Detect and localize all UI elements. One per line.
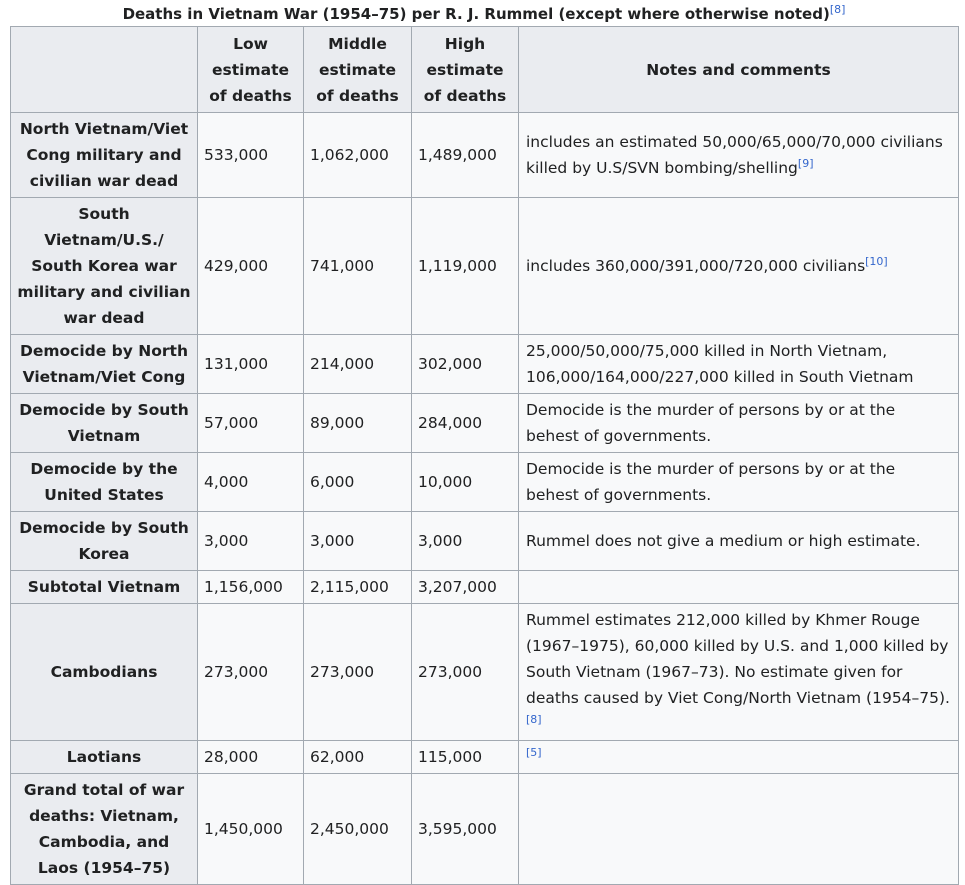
high-estimate-cell: 1,489,000 — [412, 113, 519, 198]
middle-estimate-cell: 62,000 — [304, 741, 412, 774]
high-estimate-cell: 115,000 — [412, 741, 519, 774]
row-label: Democide by the United States — [11, 453, 198, 512]
reference-link[interactable]: [8] — [526, 712, 542, 726]
high-estimate-cell: 3,000 — [412, 512, 519, 571]
notes-cell — [519, 394, 959, 453]
table-row — [11, 198, 959, 335]
notes-cell — [519, 198, 959, 335]
notes-cell — [519, 113, 959, 198]
header-middle-estimate: Middle estimate of deaths — [304, 27, 412, 113]
header-high-estimate: High estimate of deaths — [412, 27, 519, 113]
note-text: includes an estimated 50,000/65,000/70,000 civilians killed by U.S/SVN bombing/shelling — [526, 133, 943, 177]
row-label: Democide by South Korea — [11, 512, 198, 571]
table-row — [11, 113, 959, 198]
low-estimate-cell: 28,000 — [198, 741, 304, 774]
row-label: Laotians — [11, 741, 198, 774]
notes-cell — [519, 604, 959, 741]
row-label: Democide by North Vietnam/Viet Cong — [11, 335, 198, 394]
header-blank — [11, 27, 198, 113]
notes-cell — [519, 571, 959, 604]
table-row — [11, 512, 959, 571]
middle-estimate-cell: 6,000 — [304, 453, 412, 512]
note-text: Democide is the murder of persons by or at the behest of governments. — [526, 401, 896, 445]
caption-reference-link[interactable]: [8] — [829, 3, 846, 16]
middle-estimate-cell: 273,000 — [304, 604, 412, 741]
table-row — [11, 335, 959, 394]
low-estimate-cell: 1,450,000 — [198, 774, 304, 885]
table-row — [11, 604, 959, 741]
low-estimate-cell: 3,000 — [198, 512, 304, 571]
table-row — [11, 774, 959, 885]
notes-cell — [519, 335, 959, 394]
notes-cell — [519, 512, 959, 571]
row-label: Subtotal Vietnam — [11, 571, 198, 604]
row-label: North Vietnam/Viet Cong military and civilian war dead — [11, 113, 198, 198]
low-estimate-cell: 429,000 — [198, 198, 304, 335]
low-estimate-cell: 57,000 — [198, 394, 304, 453]
caption-text: Deaths in Vietnam War (1954–75) per R. J. Rummel (except where otherwise noted) — [122, 5, 830, 23]
middle-estimate-cell: 3,000 — [304, 512, 412, 571]
note-text: Democide is the murder of persons by or at the behest of governments. — [526, 460, 896, 504]
reference-link[interactable]: [10] — [865, 254, 888, 268]
note-text: 25,000/50,000/75,000 killed in North Vietnam, 106,000/164,000/227,000 killed in South Vietnam — [526, 342, 914, 386]
table-row — [11, 453, 959, 512]
notes-cell — [519, 774, 959, 885]
deaths-table — [10, 26, 959, 885]
header-low-estimate: Low estimate of deaths — [198, 27, 304, 113]
high-estimate-cell: 1,119,000 — [412, 198, 519, 335]
row-label: South Vietnam/U.S./ South Korea war military and civilian war dead — [11, 198, 198, 335]
reference-link[interactable]: [9] — [797, 156, 814, 170]
reference-link[interactable]: [5] — [526, 745, 542, 759]
low-estimate-cell: 273,000 — [198, 604, 304, 741]
header-row — [11, 27, 959, 113]
table-row — [11, 394, 959, 453]
table-caption — [10, 4, 958, 26]
note-text: Rummel does not give a medium or high estimate. — [526, 532, 921, 550]
header-notes: Notes and comments — [519, 27, 959, 113]
high-estimate-cell: 273,000 — [412, 604, 519, 741]
notes-cell — [519, 741, 959, 774]
high-estimate-cell: 3,207,000 — [412, 571, 519, 604]
notes-cell — [519, 453, 959, 512]
middle-estimate-cell: 2,450,000 — [304, 774, 412, 885]
table-row — [11, 741, 959, 774]
middle-estimate-cell: 741,000 — [304, 198, 412, 335]
high-estimate-cell: 3,595,000 — [412, 774, 519, 885]
high-estimate-cell: 284,000 — [412, 394, 519, 453]
high-estimate-cell: 302,000 — [412, 335, 519, 394]
high-estimate-cell: 10,000 — [412, 453, 519, 512]
row-label: Democide by South Vietnam — [11, 394, 198, 453]
row-label: Grand total of war deaths: Vietnam, Cambodia, and Laos (1954–75) — [11, 774, 198, 885]
middle-estimate-cell: 89,000 — [304, 394, 412, 453]
middle-estimate-cell: 214,000 — [304, 335, 412, 394]
middle-estimate-cell: 2,115,000 — [304, 571, 412, 604]
low-estimate-cell: 4,000 — [198, 453, 304, 512]
low-estimate-cell: 131,000 — [198, 335, 304, 394]
low-estimate-cell: 1,156,000 — [198, 571, 304, 604]
table-row — [11, 571, 959, 604]
table-body — [11, 113, 959, 885]
note-text: Rummel estimates 212,000 killed by Khmer Rouge (1967–1975), 60,000 killed by U.S. and 1,000 killed by South Vietnam (1967–73). No estimate given for deaths caused by Viet Cong/North Vietnam (1954–75). — [526, 611, 950, 707]
low-estimate-cell: 533,000 — [198, 113, 304, 198]
note-text: includes 360,000/391,000/720,000 civilians — [526, 257, 866, 275]
row-label: Cambodians — [11, 604, 198, 741]
middle-estimate-cell: 1,062,000 — [304, 113, 412, 198]
